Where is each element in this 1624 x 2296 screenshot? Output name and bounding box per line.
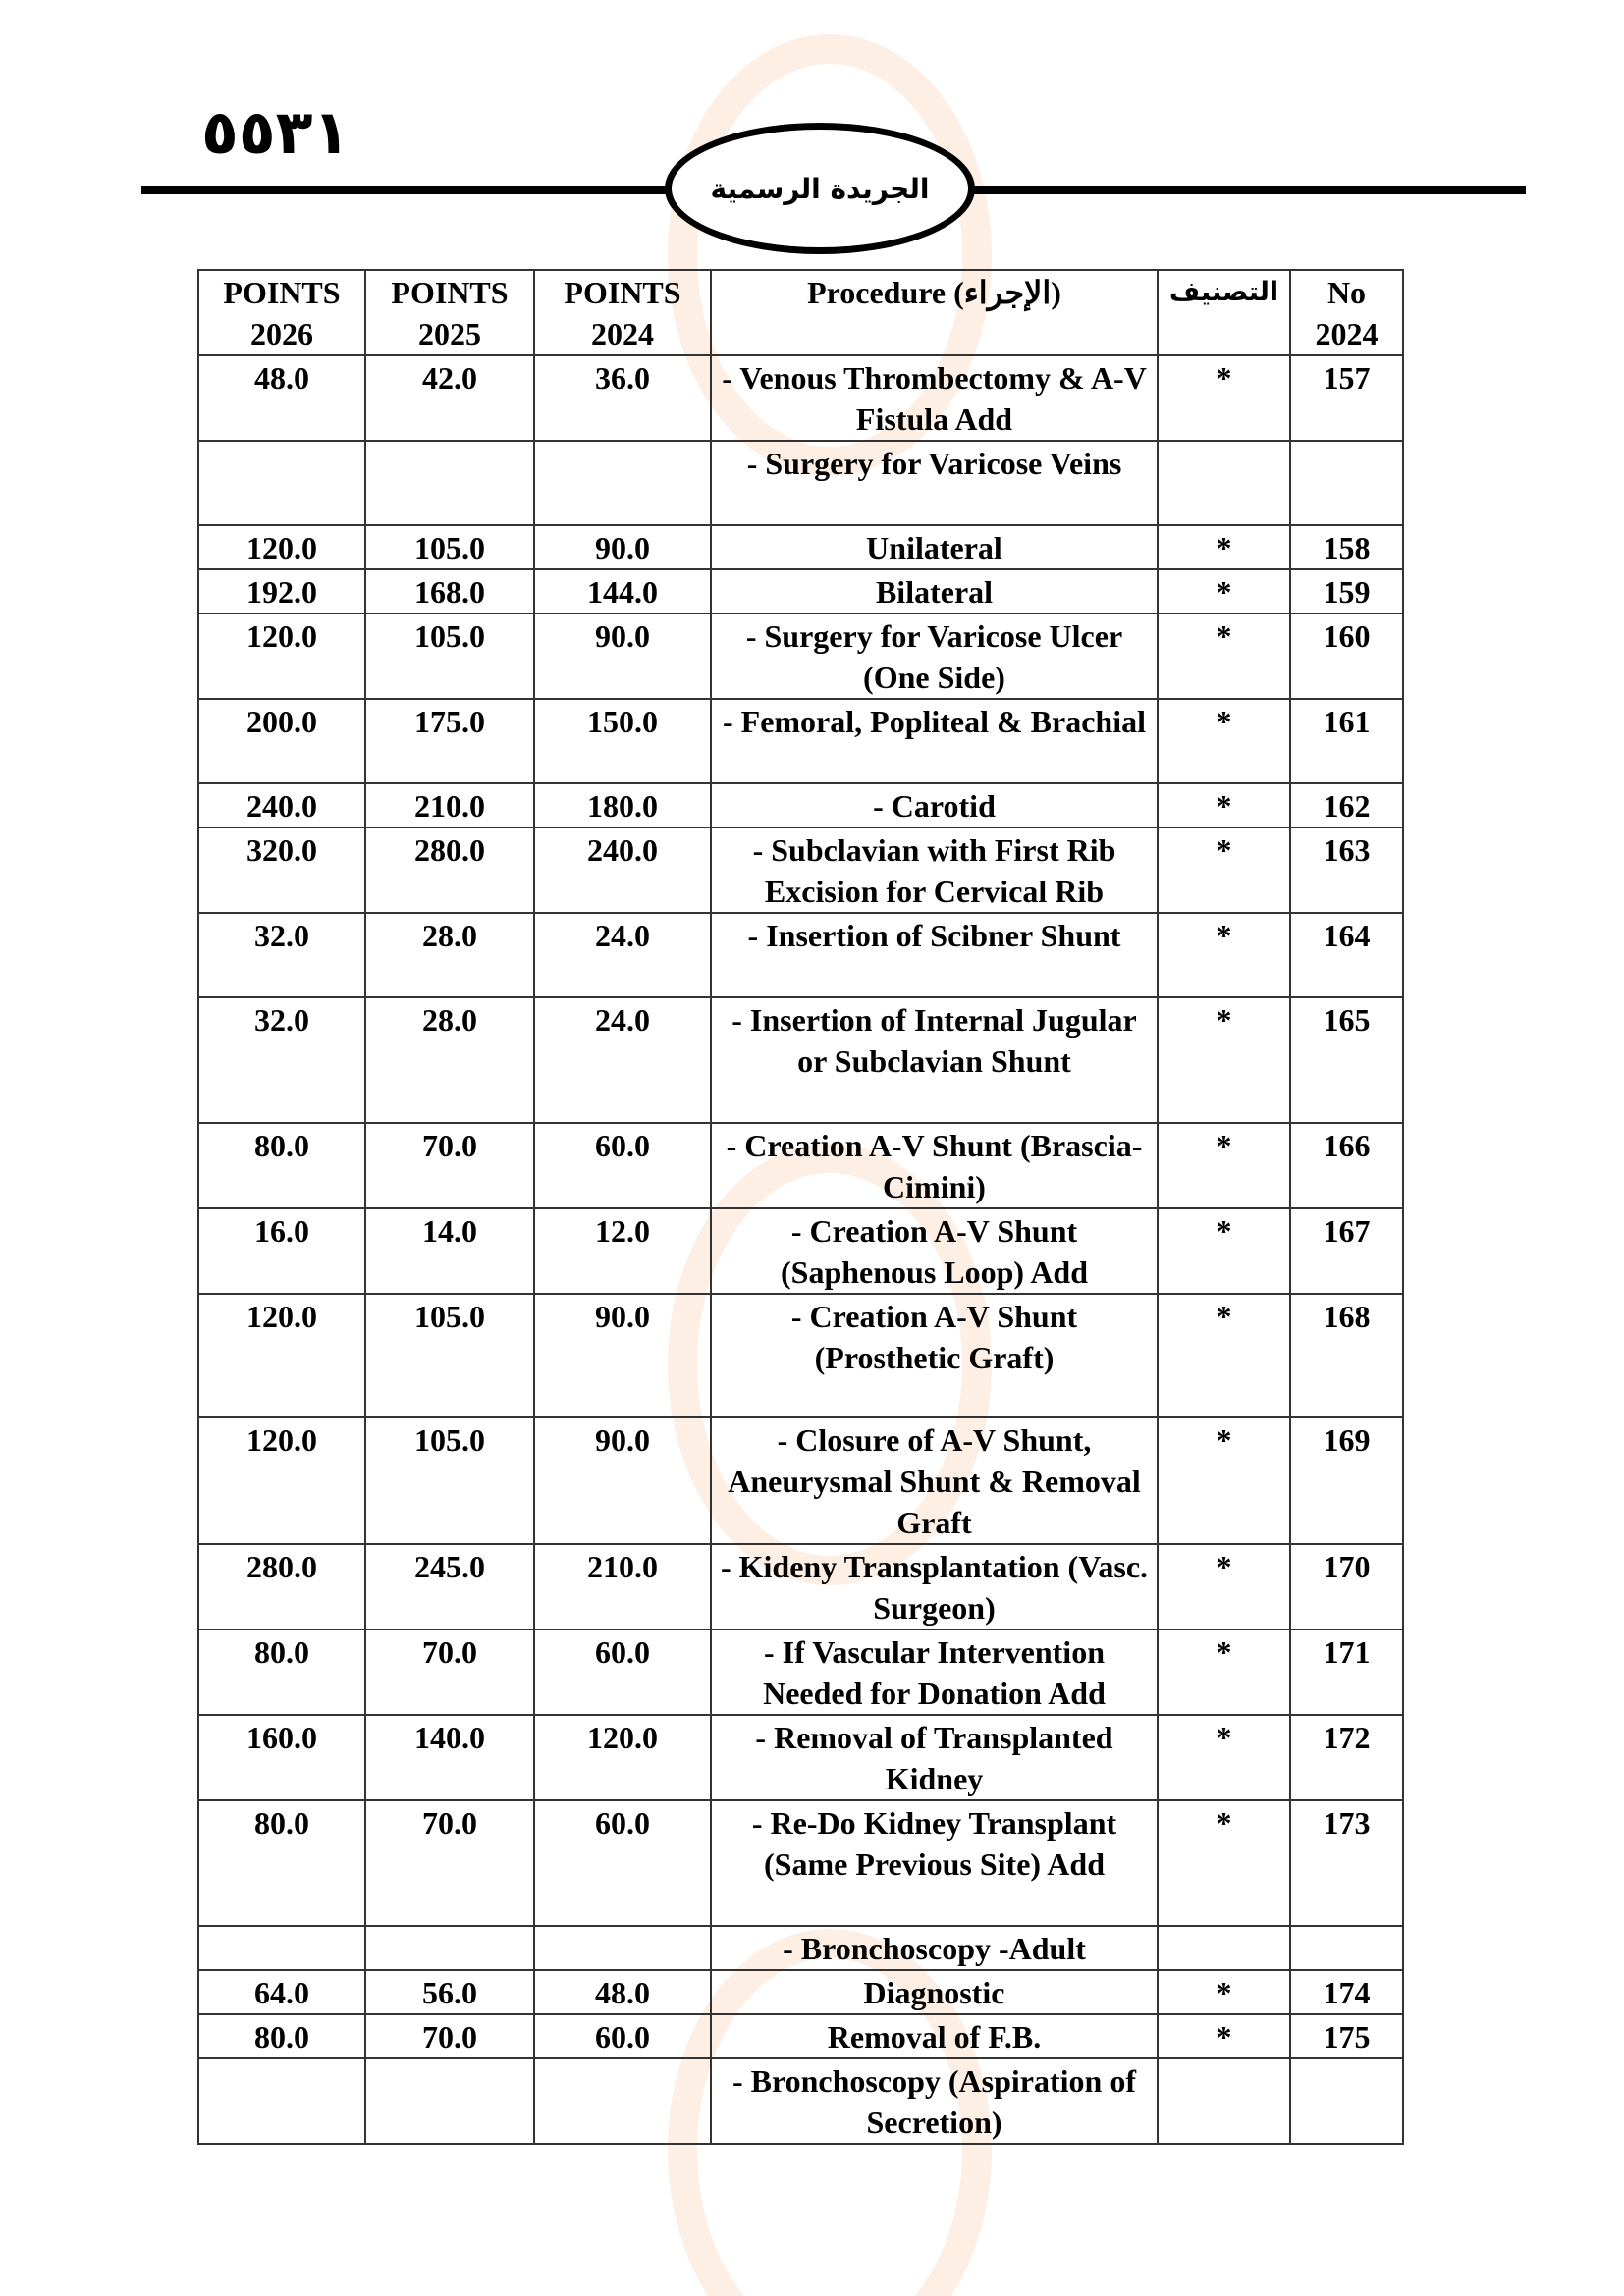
table-row [198,783,1403,828]
cell-points-2024: 180.0 [534,783,711,828]
cell-number [1290,2058,1403,2144]
cell-number: 167 [1290,1208,1403,1294]
cell-procedure: - Bronchoscopy -Adult [711,1926,1158,1970]
page-number: ٥٥٣١ [201,96,351,168]
cell-procedure: - Creation A-V Shunt (Saphenous Loop) Add [711,1208,1158,1294]
table-row [198,525,1403,569]
table-row [198,355,1403,441]
cell-points-2026: 32.0 [198,913,365,997]
cell-points-2026: 320.0 [198,828,365,913]
cell-points-2025: 14.0 [365,1208,534,1294]
cell-points-2025: 70.0 [365,1629,534,1715]
cell-number: 157 [1290,355,1403,441]
table-row [198,2014,1403,2058]
cell-procedure: - Venous Thrombectomy & A-V Fistula Add [711,355,1158,441]
cell-points-2024: 210.0 [534,1544,711,1629]
cell-points-2026: 48.0 [198,355,365,441]
cell-points-2025: 105.0 [365,1294,534,1417]
cell-points-2025: 105.0 [365,525,534,569]
table-row [198,2058,1403,2144]
cell-points-2026: 16.0 [198,1208,365,1294]
cell-points-2026: 32.0 [198,997,365,1123]
cell-procedure: - If Vascular Intervention Needed for Donation Add [711,1629,1158,1715]
cell-number [1290,1926,1403,1970]
cell-points-2024: 60.0 [534,1123,711,1208]
cell-points-2025: 28.0 [365,913,534,997]
cell-points-2026: 80.0 [198,1800,365,1926]
cell-procedure: - Carotid [711,783,1158,828]
cell-points-2024: 144.0 [534,569,711,614]
table-row [198,569,1403,614]
cell-classification: * [1158,1800,1290,1926]
cell-points-2025: 70.0 [365,1123,534,1208]
table-row [198,614,1403,699]
table-row [198,1544,1403,1629]
table-row [198,1970,1403,2014]
cell-classification: * [1158,1715,1290,1800]
cell-classification [1158,441,1290,525]
gazette-emblem [665,123,975,254]
cell-classification: * [1158,1417,1290,1544]
cell-procedure: - Femoral, Popliteal & Brachial [711,699,1158,783]
procedures-table [197,269,1404,2145]
table-row [198,1123,1403,1208]
cell-number: 159 [1290,569,1403,614]
cell-classification: * [1158,569,1290,614]
cell-number: 161 [1290,699,1403,783]
col-header-procedure: Procedure (الإجراء) [711,270,1158,355]
cell-classification: * [1158,1544,1290,1629]
cell-points-2024 [534,2058,711,2144]
cell-points-2024: 120.0 [534,1715,711,1800]
cell-number: 170 [1290,1544,1403,1629]
cell-points-2025 [365,1926,534,1970]
cell-points-2025: 280.0 [365,828,534,913]
cell-points-2026: 240.0 [198,783,365,828]
col-header-points-2025: POINTS 2025 [365,270,534,355]
table-row [198,1629,1403,1715]
cell-procedure: - Surgery for Varicose Veins [711,441,1158,525]
cell-procedure: Diagnostic [711,1970,1158,2014]
cell-points-2024: 36.0 [534,355,711,441]
col-header-points-2026: POINTS 2026 [198,270,365,355]
table-header-row [198,270,1403,355]
cell-number: 172 [1290,1715,1403,1800]
cell-classification [1158,2058,1290,2144]
table-row [198,1926,1403,1970]
table-row [198,913,1403,997]
cell-classification: * [1158,997,1290,1123]
col-header-no-2024: No 2024 [1290,270,1403,355]
cell-points-2025: 210.0 [365,783,534,828]
cell-procedure: - Bronchoscopy (Aspiration of Secretion) [711,2058,1158,2144]
cell-number: 164 [1290,913,1403,997]
cell-procedure: - Creation A-V Shunt (Prosthetic Graft) [711,1294,1158,1417]
cell-classification: * [1158,1208,1290,1294]
cell-classification [1158,1926,1290,1970]
cell-points-2025: 140.0 [365,1715,534,1800]
cell-points-2024 [534,1926,711,1970]
cell-points-2025: 245.0 [365,1544,534,1629]
cell-classification: * [1158,1629,1290,1715]
cell-procedure: - Removal of Transplanted Kidney [711,1715,1158,1800]
cell-number: 175 [1290,2014,1403,2058]
cell-points-2024: 24.0 [534,997,711,1123]
cell-points-2025: 70.0 [365,1800,534,1926]
gazette-title: الجريدة الرسمية [710,172,930,205]
cell-procedure: Bilateral [711,569,1158,614]
cell-procedure: - Kideny Transplantation (Vasc. Surgeon) [711,1544,1158,1629]
cell-points-2024: 90.0 [534,614,711,699]
cell-number: 162 [1290,783,1403,828]
cell-points-2026: 80.0 [198,1629,365,1715]
cell-points-2026: 64.0 [198,1970,365,2014]
table-row [198,441,1403,525]
cell-procedure: - Surgery for Varicose Ulcer (One Side) [711,614,1158,699]
cell-points-2026: 280.0 [198,1544,365,1629]
table-row [198,828,1403,913]
cell-points-2024: 24.0 [534,913,711,997]
cell-points-2025: 56.0 [365,1970,534,2014]
cell-points-2024: 90.0 [534,1417,711,1544]
cell-points-2025: 42.0 [365,355,534,441]
table-row [198,1800,1403,1926]
cell-classification: * [1158,1123,1290,1208]
cell-points-2026: 160.0 [198,1715,365,1800]
table-row [198,997,1403,1123]
cell-points-2025: 105.0 [365,1417,534,1544]
cell-points-2026: 200.0 [198,699,365,783]
cell-number: 166 [1290,1123,1403,1208]
cell-points-2026: 120.0 [198,614,365,699]
cell-classification: * [1158,783,1290,828]
cell-points-2025 [365,441,534,525]
cell-points-2026: 80.0 [198,2014,365,2058]
cell-number: 160 [1290,614,1403,699]
cell-classification: * [1158,525,1290,569]
cell-points-2024: 150.0 [534,699,711,783]
cell-classification: * [1158,355,1290,441]
cell-number: 163 [1290,828,1403,913]
cell-classification: * [1158,1294,1290,1417]
cell-number: 158 [1290,525,1403,569]
table-row [198,1715,1403,1800]
cell-points-2026 [198,1926,365,1970]
col-header-points-2024: POINTS 2024 [534,270,711,355]
cell-number: 168 [1290,1294,1403,1417]
cell-classification: * [1158,699,1290,783]
cell-number [1290,441,1403,525]
table-row [198,699,1403,783]
cell-number: 174 [1290,1970,1403,2014]
cell-procedure: Removal of F.B. [711,2014,1158,2058]
cell-procedure: Unilateral [711,525,1158,569]
cell-procedure: - Insertion of Scibner Shunt [711,913,1158,997]
cell-points-2025: 70.0 [365,2014,534,2058]
cell-points-2025: 28.0 [365,997,534,1123]
cell-number: 165 [1290,997,1403,1123]
cell-procedure: - Re-Do Kidney Transplant (Same Previous Site) Add [711,1800,1158,1926]
cell-procedure: - Subclavian with First Rib Excision for Cervical Rib [711,828,1158,913]
cell-number: 173 [1290,1800,1403,1926]
table-row [198,1208,1403,1294]
cell-classification: * [1158,913,1290,997]
table-row [198,1294,1403,1417]
cell-points-2026 [198,2058,365,2144]
cell-points-2025 [365,2058,534,2144]
cell-points-2026: 120.0 [198,1417,365,1544]
cell-number: 171 [1290,1629,1403,1715]
cell-points-2024: 48.0 [534,1970,711,2014]
cell-number: 169 [1290,1417,1403,1544]
cell-classification: * [1158,1970,1290,2014]
cell-points-2024: 60.0 [534,2014,711,2058]
cell-procedure: - Insertion of Internal Jugular or Subclavian Shunt [711,997,1158,1123]
cell-points-2025: 105.0 [365,614,534,699]
cell-points-2024 [534,441,711,525]
col-header-classification: التصنيف [1158,270,1290,355]
cell-classification: * [1158,828,1290,913]
cell-classification: * [1158,614,1290,699]
cell-points-2024: 90.0 [534,1294,711,1417]
cell-points-2024: 12.0 [534,1208,711,1294]
cell-points-2024: 60.0 [534,1629,711,1715]
cell-points-2024: 90.0 [534,525,711,569]
cell-points-2026: 80.0 [198,1123,365,1208]
cell-points-2026: 192.0 [198,569,365,614]
cell-points-2024: 60.0 [534,1800,711,1926]
cell-points-2026: 120.0 [198,1294,365,1417]
cell-points-2025: 175.0 [365,699,534,783]
cell-points-2026: 120.0 [198,525,365,569]
cell-procedure: - Creation A-V Shunt (Brascia- Cimini) [711,1123,1158,1208]
cell-procedure: - Closure of A-V Shunt, Aneurysmal Shunt & Removal Graft [711,1417,1158,1544]
cell-points-2026 [198,441,365,525]
cell-points-2024: 240.0 [534,828,711,913]
cell-points-2025: 168.0 [365,569,534,614]
table-row [198,1417,1403,1544]
cell-classification: * [1158,2014,1290,2058]
